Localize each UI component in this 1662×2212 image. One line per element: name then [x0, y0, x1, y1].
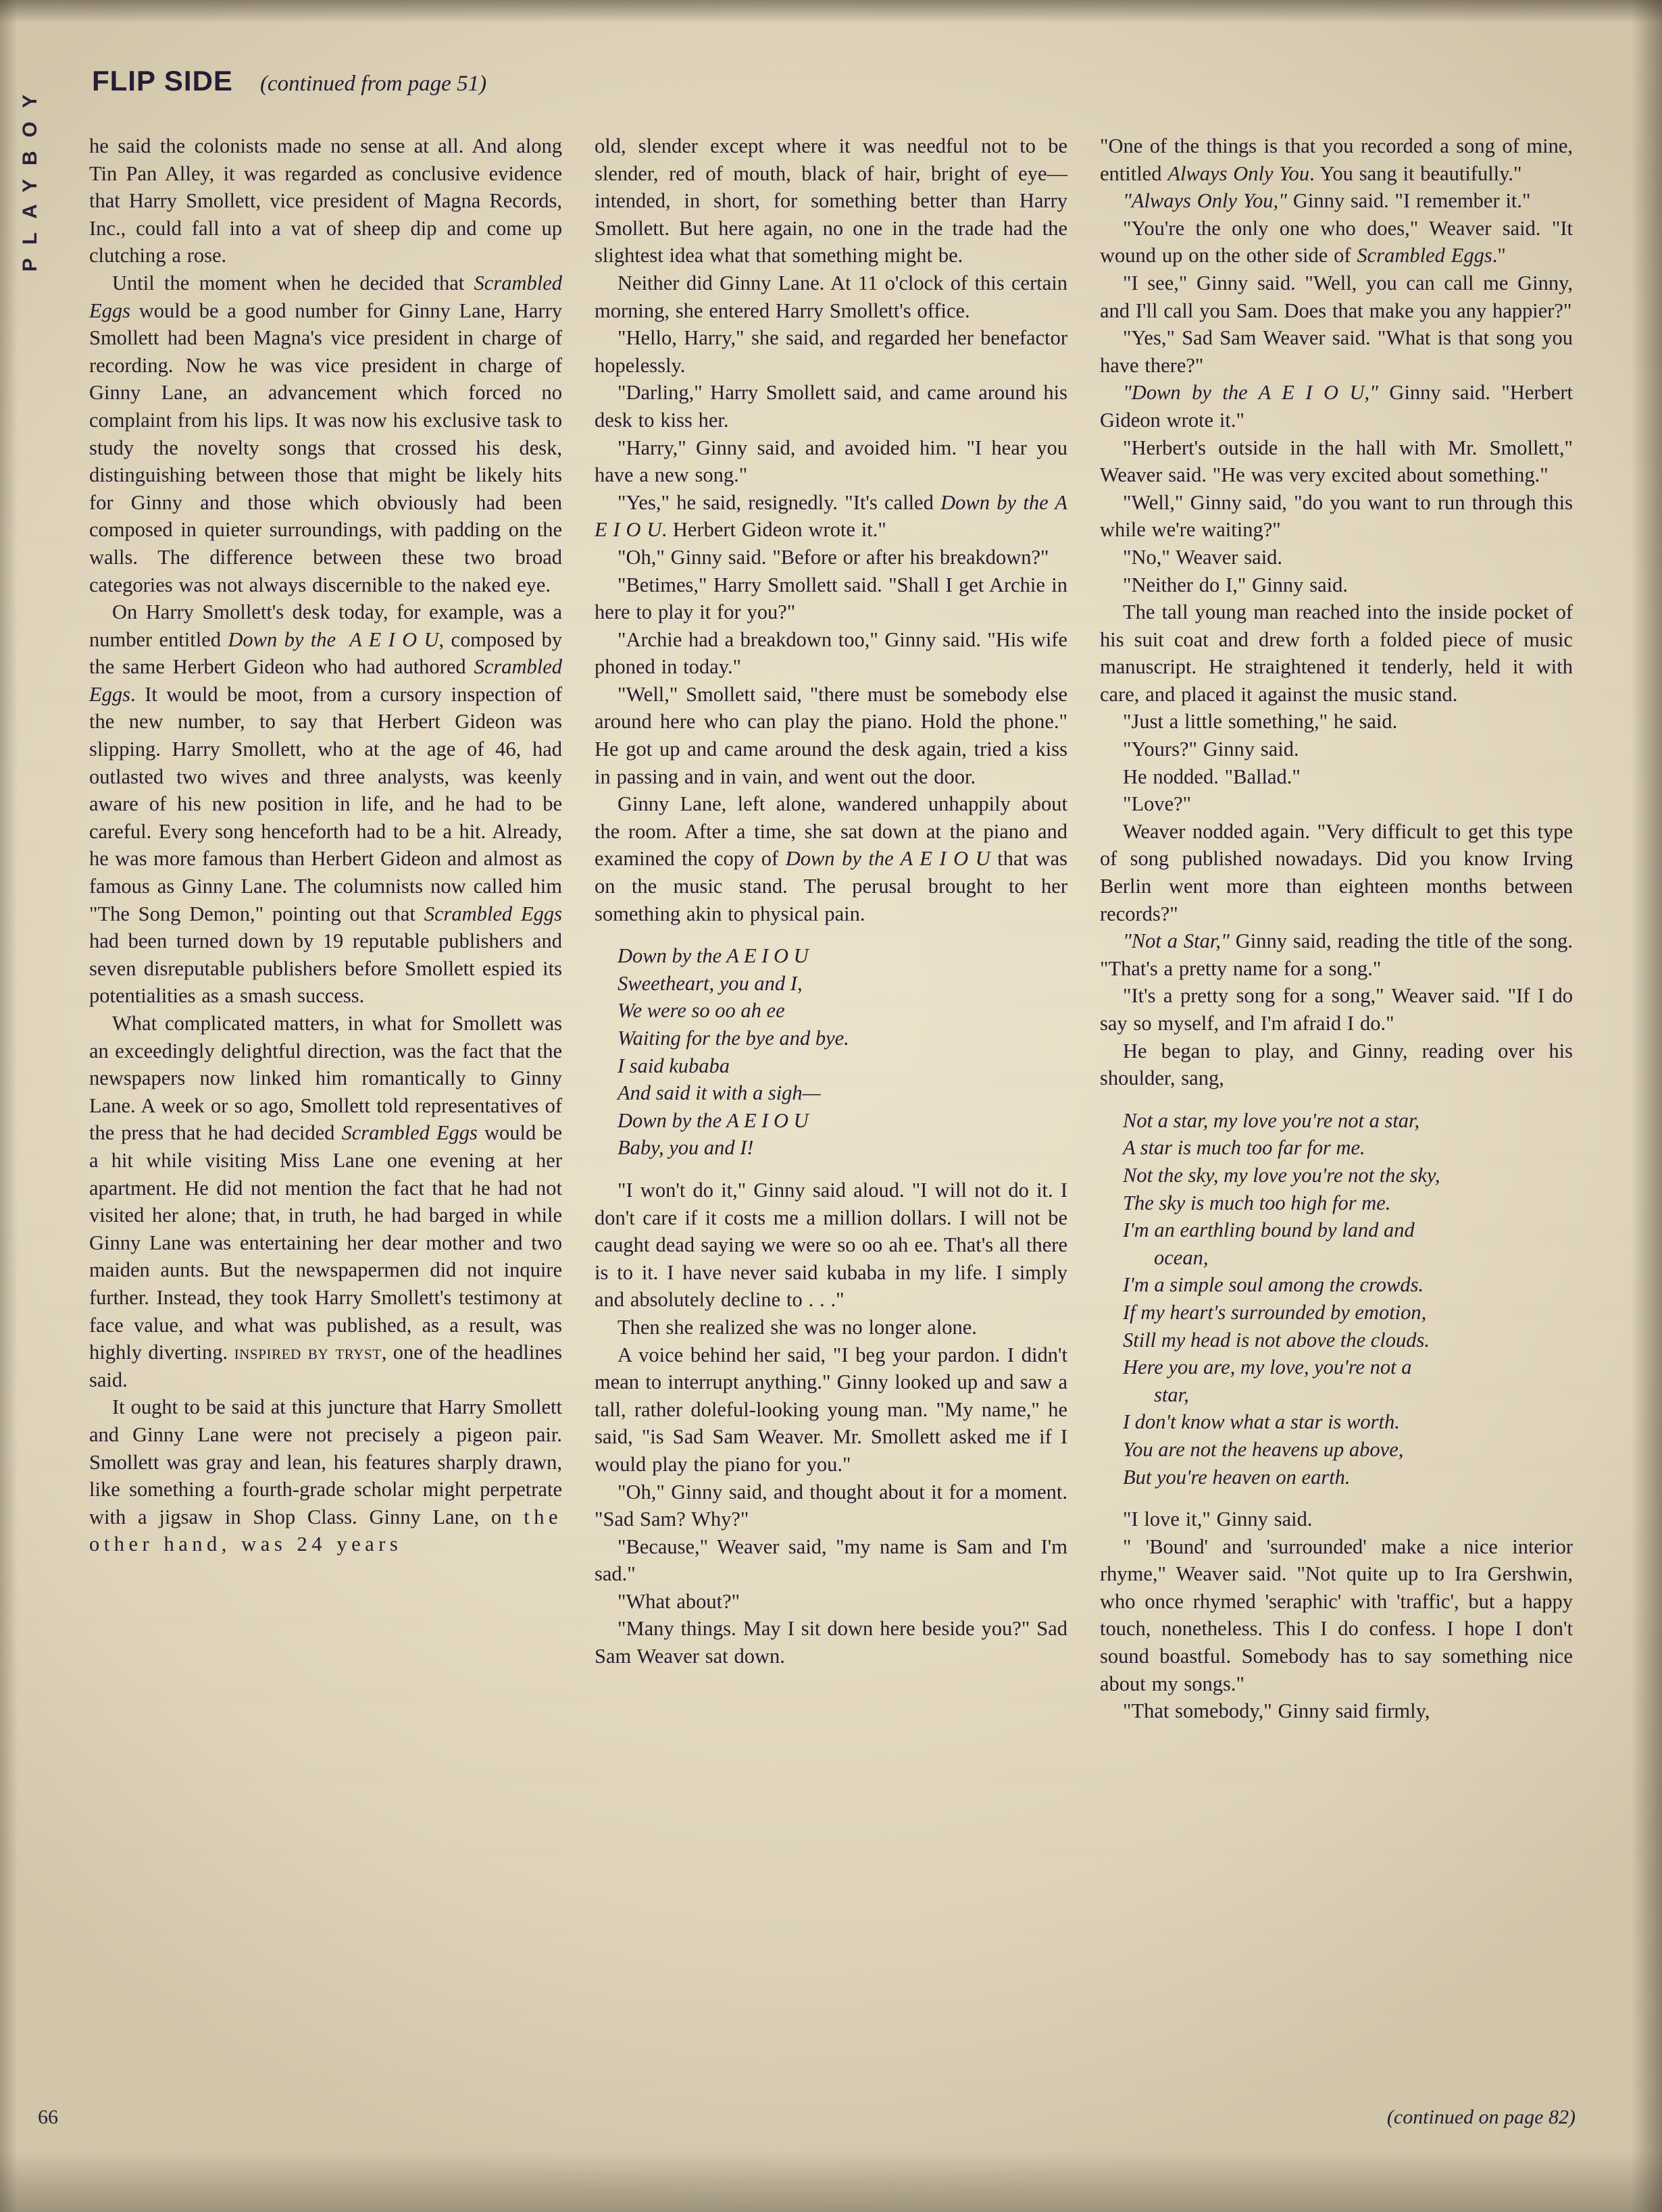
paragraph: He began to play, and Ginny, reading over his shoulder, sang, [1100, 1039, 1573, 1090]
scan-edge-bottom [0, 2151, 1662, 2212]
page-folio: 66 [38, 2106, 58, 2128]
paragraph: "Hello, Harry," she said, and regarded her benefactor hopelessly. [595, 326, 1067, 377]
paragraph: "It's a pretty song for a song," Weaver said. "If I do say so myself, and I'm afraid I do." [1100, 984, 1573, 1035]
lyric-line: You are not the heavens up above, [1123, 1437, 1404, 1461]
paragraph: he said the colonists made no sense at all. And along Tin Pan Alley, it was regarded as conclusive evidence that Harry Smollett, vice president of Magna Records, Inc., could fall into a vat of sheep dip and come up clutching a rose. [89, 134, 562, 267]
column-1 [89, 132, 562, 2152]
lyric-line: I said kubaba [618, 1054, 730, 1077]
lyric-line-runover: star, [1154, 1383, 1189, 1406]
paragraph: "I see," Ginny said. "Well, you can call me Ginny, and I'll call you Sam. Does that make you any happier?" [1100, 271, 1573, 322]
lyric-line: Not a star, my love you're not a star, [1123, 1108, 1420, 1132]
paragraph: "Harry," Ginny said, and avoided him. "I hear you have a new song." [595, 436, 1067, 487]
paragraph: It ought to be said at this juncture that Harry Smollett and Ginny Lane were not precisely a pigeon pair. Smollett was gray and lean, his features sharply drawn, like something a fourth-grade scholar might perpetrate with a jigsaw in Shop Class. Ginny Lane, on the other hand, was 24 years [89, 1395, 562, 1556]
lyric-line: And said it with a sigh— [618, 1081, 821, 1105]
paragraph: "Not a Star," Ginny said, reading the title of the song. "That's a pretty name for a song." [1100, 929, 1573, 980]
paragraph: "Because," Weaver said, "my name is Sam and I'm sad." [595, 1535, 1067, 1586]
lyric-line: Down by the A E I O U [618, 944, 809, 968]
paragraph: "Yours?" Ginny said. [1123, 738, 1299, 761]
paragraph: "Yes," Sad Sam Weaver said. "What is that song you have there?" [1100, 326, 1573, 377]
paragraph: "Neither do I," Ginny said. [1123, 573, 1349, 596]
continued-from-note: (continued from page 51) [259, 72, 487, 96]
paragraph: The tall young man reached into the inside pocket of his suit coat and drew forth a folded piece of music manuscript. He straightened it tenderly, held it with care, and placed it against the music stand. [1100, 600, 1573, 706]
article-masthead [92, 65, 592, 97]
scan-edge-top [0, 0, 1662, 23]
paragraph: Ginny Lane, left alone, wandered unhappily about the room. After a time, she sat down at the piano and examined the copy of Down by the A E I O U that was on the music stand. The perusal brought to her something akin to physical pain. [595, 792, 1068, 925]
paragraph: "What about?" [618, 1589, 740, 1613]
lyric-line: A star is much too far for me. [1123, 1136, 1365, 1160]
paragraph: A voice behind her said, "I beg your pardon. I didn't mean to interrupt anything." Ginny looked up and saw a tall, rather doleful-looking young man. "My name," he said, "is Sad Sam Weaver. Mr. Smollett asked me if I would play the piano for you." [595, 1343, 1067, 1476]
lyric-line: Here you are, my love, you're not a [1123, 1356, 1412, 1379]
paragraph: "You're the only one who does," Weaver said. "It wound up on the other side of Scrambled Eggs." [1100, 216, 1573, 267]
paragraph: "No," Weaver said. [1123, 545, 1283, 569]
paragraph: "I won't do it," Ginny said aloud. "I will not do it. I don't care if it costs me a million dollars. I will not be caught dead saying we were so oo ah ee. That's all there is to it. I have never said kubaba in my life. I simply and absolutely decline to . . ." [595, 1178, 1067, 1312]
paragraph: "Oh," Ginny said, and thought about it for a moment. "Sad Sam? Why?" [595, 1480, 1067, 1531]
paragraph: Until the moment when he decided that Scrambled Eggs would be a good number for Ginny Lane, Harry Smollett had been Magna's vice president in charge of recording. Now he was vice president in charge of Ginny Lane, an advancement which forced no complaint from his lips. It was now his exclusive task to study the novelty songs that crossed his desk, distinguishing between those that might be likely hits for Ginny and those which obviously had been composed in quieter surroundings, with padding on the walls. The difference between these two broad categories was not always discernible to the naked eye. [89, 271, 562, 596]
paragraph: "Herbert's outside in the hall with Mr. Smollett," Weaver said. "He was very excited about something." [1100, 436, 1573, 487]
paragraph: "I love it," Ginny said. [1123, 1508, 1313, 1531]
paragraph: "Down by the A E I O U," Ginny said. "Herbert Gideon wrote it." [1100, 381, 1573, 432]
lyric-line: If my heart's surrounded by emotion, [1123, 1300, 1427, 1324]
song-lyrics-block-1 [595, 942, 1067, 1162]
paragraph: Weaver nodded again. "Very difficult to get this type of song published nowadays. Did you know Irving Berlin went more than eighteen months between records?" [1100, 819, 1573, 925]
paragraph: " 'Bound' and 'surrounded' make a nice interior rhyme," Weaver said. "Not quite up to Ira Gershwin, who once rhymed 'seraphic' with 'traffic', but a happy touch, nonetheless. This I do confess. I hope I don't sound boastful. Somebody has to say something nice about my songs." [1100, 1535, 1573, 1695]
lyric-line: Baby, you and I! [618, 1136, 754, 1160]
lyric-line: Not the sky, my love you're not the sky, [1123, 1163, 1440, 1187]
paragraph: old, slender except where it was needful not to be slender, red of mouth, black of hair, bright of eye—intended, in short, for something better than Harry Smollett. But here again, no one in the trade had the slightest idea what that something might be. [595, 134, 1067, 267]
lyric-line: But you're heaven on earth. [1123, 1465, 1351, 1489]
body-columns [89, 132, 1576, 2152]
paragraph: "Always Only You," Ginny said. "I remember it." [1123, 189, 1531, 213]
lyric-line: I'm an earthling bound by land and [1123, 1218, 1415, 1242]
paragraph: "Well," Smollett said, "there must be somebody else around here who can play the piano. Hold the phone." He got up and came around the desk again, tried a kiss in passing and in vain, and went out the door. [595, 682, 1067, 788]
lyric-line: We were so oo ah ee [618, 999, 785, 1023]
paragraph: "Love?" [1123, 792, 1192, 816]
paragraph: "Well," Ginny said, "do you want to run through this while we're waiting?" [1100, 490, 1573, 542]
lyric-line: Waiting for the bye and bye. [618, 1027, 849, 1050]
paragraph: He nodded. "Ballad." [1123, 765, 1301, 788]
paragraph: "Betimes," Harry Smollett said. "Shall I get Archie in here to play it for you?" [595, 573, 1067, 624]
continued-on-note: (continued on page 82) [1386, 2106, 1576, 2128]
scan-edge-left [0, 0, 18, 2212]
paragraph: "Archie had a breakdown too," Ginny said. "His wife phoned in today." [595, 627, 1067, 679]
lyric-line: Still my head is not above the clouds. [1123, 1328, 1430, 1352]
headline-quote: inspired by tryst [234, 1341, 382, 1364]
paragraph: "One of the things is that you recorded a song of mine, entitled Always Only You. You sang it beautifully." [1100, 134, 1573, 185]
paragraph: "Oh," Ginny said. "Before or after his breakdown?" [618, 545, 1049, 569]
lyric-line: I'm a simple soul among the crowds. [1123, 1273, 1424, 1297]
lyric-line-runover: ocean, [1154, 1245, 1209, 1269]
lyric-line: I don't know what a star is worth. [1123, 1410, 1400, 1434]
lyric-line: The sky is much too high for me. [1123, 1191, 1391, 1214]
song-lyrics-block-2 [1100, 1107, 1573, 1491]
paragraph: "Just a little something," he said. [1123, 710, 1398, 734]
paragraph: "Yes," he said, resignedly. "It's called Down by the A E I O U. Herbert Gideon wrote it." [595, 490, 1067, 542]
lyric-line: Down by the A E I O U [618, 1108, 809, 1132]
column-2 [595, 132, 1067, 2152]
column-3 [1100, 132, 1573, 2152]
lyric-line: Sweetheart, you and I, [618, 971, 803, 995]
scan-edge-right [1631, 0, 1662, 2212]
article-title: FLIP SIDE [92, 65, 233, 97]
paragraph: What complicated matters, in what for Smollett was an exceedingly delightful direction, was the fact that the newspapers now linked him romantically to Ginny Lane. A week or so ago, Smollett told representatives of the press that he had decided Scrambled Eggs would be a hit while visiting Miss Lane one evening at her apartment. He did not mention the fact that he had not visited her alone; that, in truth, he had barged in while Ginny Lane was entertaining her dear mother and two maiden aunts. But the newspapermen did not inquire further. Instead, they took Harry Smollett's testimony at face value, and what was published, as a result, was highly diverting. inspired by tryst, one of the headlines said. [89, 1012, 562, 1391]
paragraph: "Many things. May I sit down here beside you?" Sad Sam Weaver sat down. [595, 1617, 1067, 1668]
spine-publication-mark [11, 65, 50, 288]
paragraph: Neither did Ginny Lane. At 11 o'clock of this certain morning, she entered Harry Smollett's office. [595, 271, 1067, 322]
spine-publication-label: PLAYBOY [19, 80, 41, 272]
paragraph: On Harry Smollett's desk today, for example, was a number entitled Down by the A E I O U, composed by the same Herbert Gideon who had authored Scrambled Eggs. It would be moot, from a cursory inspection of the new number, to say that Herbert Gideon was slipping. Harry Smollett, who at the age of 46, had outlasted two wives and three analysts, was keenly aware of his new position in life, and he had to be careful. Every song henceforth had to be a hit. Already, he was more famous than Herbert Gideon and almost as famous as Ginny Lane. The columnists now called him "The Song Demon," pointing out that Scrambled Eggs had been turned down by 19 reputable publishers and seven disreputable publishers before Smollett espied its potentialities as a smash success. [89, 600, 563, 1008]
paragraph: Then she realized she was no longer alone. [618, 1315, 977, 1339]
paragraph: "Darling," Harry Smollett said, and came around his desk to kiss her. [595, 381, 1067, 432]
paragraph: "That somebody," Ginny said firmly, [1123, 1699, 1430, 1723]
